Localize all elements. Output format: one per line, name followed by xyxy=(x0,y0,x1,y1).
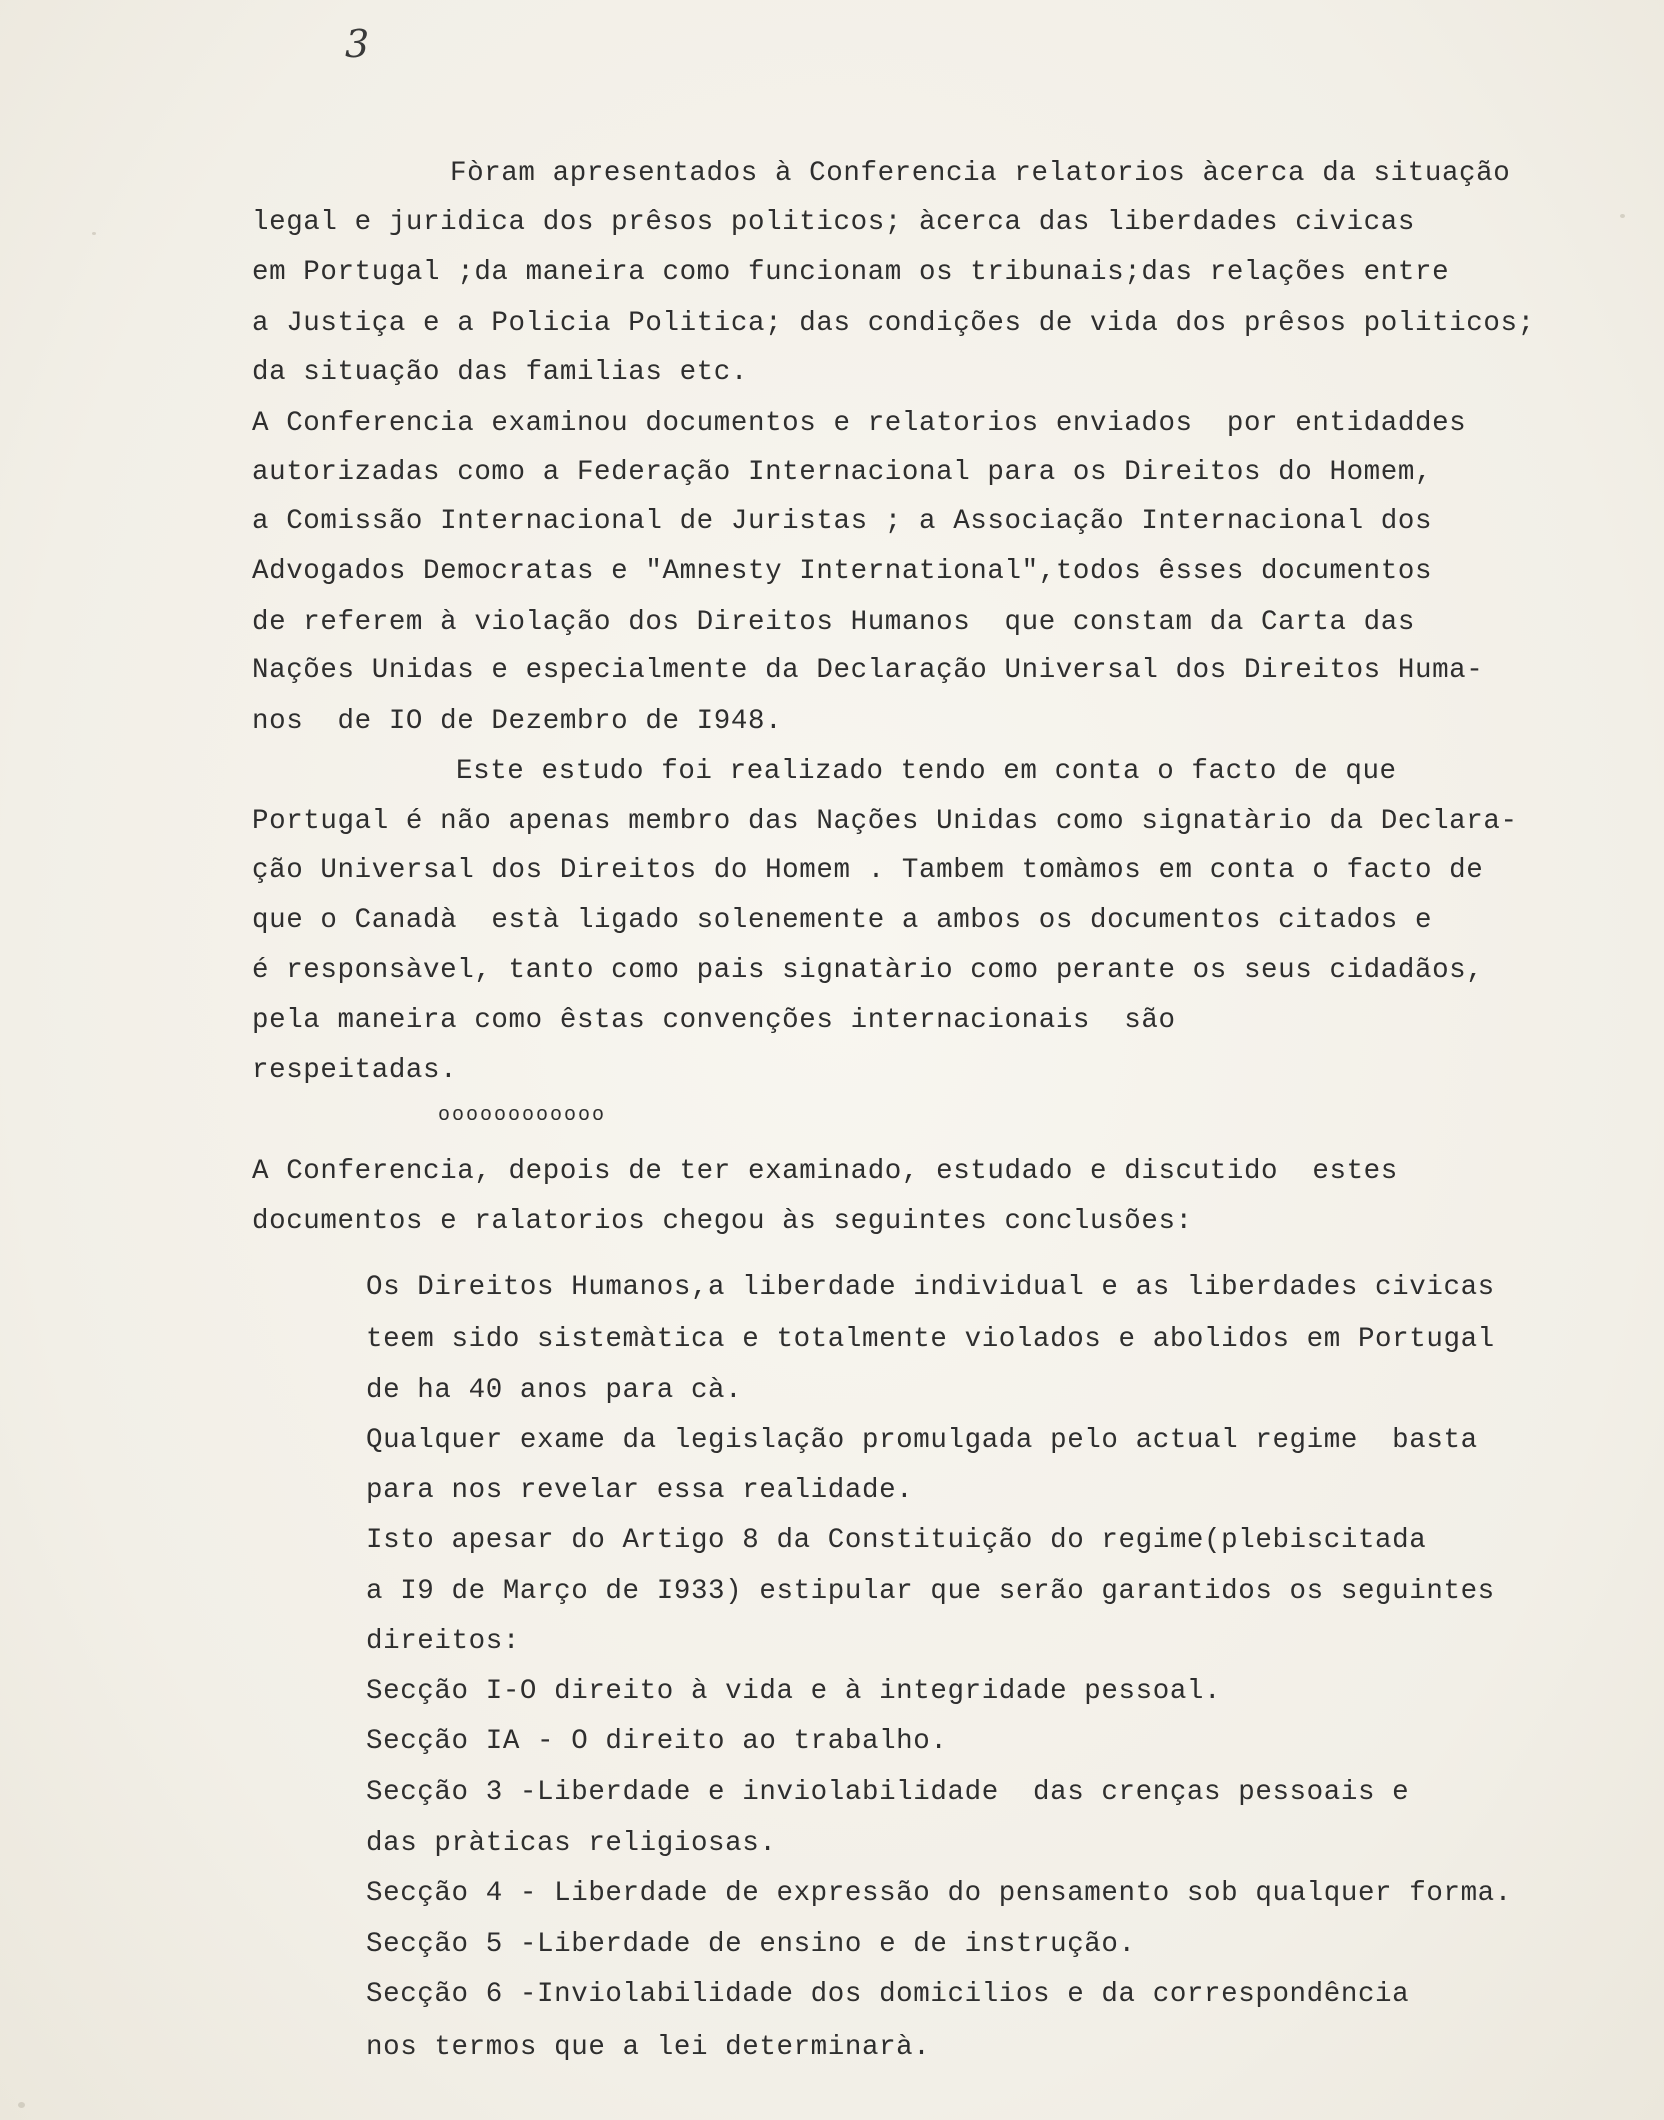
paper-speck xyxy=(18,2102,25,2108)
text-line: de ha 40 anos para cà. xyxy=(366,1375,743,1406)
text-line: de referem à violação dos Direitos Humanos que constam da Carta das xyxy=(252,607,1415,638)
paper-speck xyxy=(1620,214,1625,218)
text-line: ção Universal dos Direitos do Homem . Tambem tomàmos em conta o facto de xyxy=(252,855,1484,886)
divider: oooooooooooo xyxy=(438,1104,607,1127)
text-line: Secção IA - O direito ao trabalho. xyxy=(366,1726,948,1757)
text-line: Portugal é não apenas membro das Nações Unidas como signatàrio da Declara- xyxy=(252,806,1518,837)
text-line: Os Direitos Humanos,a liberdade individual e as liberdades civicas xyxy=(366,1272,1495,1303)
text-line: teem sido sistemàtica e totalmente violados e abolidos em Portugal xyxy=(366,1324,1495,1355)
text-line: nos de IO de Dezembro de I948. xyxy=(252,706,783,737)
text-line: a I9 de Março de I933) estipular que serão garantidos os seguintes xyxy=(366,1576,1495,1607)
text-line: em Portugal ;da maneira como funcionam os tribunais;das relações entre xyxy=(252,257,1450,288)
text-line: A Conferencia, depois de ter examinado, estudado e discutido estes xyxy=(252,1156,1398,1187)
text-line: A Conferencia examinou documentos e relatorios enviados por entidaddes xyxy=(252,408,1467,439)
text-line: autorizadas como a Federação Internacional para os Direitos do Homem, xyxy=(252,457,1433,488)
text-line: para nos revelar essa realidade. xyxy=(366,1475,914,1506)
text-line: pela maneira como êstas convenções internacionais são xyxy=(252,1005,1176,1036)
text-line: das pràticas religiosas. xyxy=(366,1828,777,1859)
text-line: Secção 4 - Liberdade de expressão do pensamento sob qualquer forma. xyxy=(366,1878,1512,1909)
text-line: Secção I-O direito à vida e à integridade pessoal. xyxy=(366,1676,1222,1707)
text-line: que o Canadà està ligado solenemente a ambos os documentos citados e xyxy=(252,905,1433,936)
text-line: documentos e ralatorios chegou às seguintes conclusões: xyxy=(252,1206,1193,1237)
text-line: Fòram apresentados à Conferencia relatorios àcerca da situação xyxy=(450,158,1511,189)
text-line: Advogados Democratas e "Amnesty International",todos êsses documentos xyxy=(252,556,1433,587)
text-line: da situação das familias etc. xyxy=(252,357,748,388)
text-line: Nações Unidas e especialmente da Declaração Universal dos Direitos Huma- xyxy=(252,655,1484,686)
text-line: respeitadas. xyxy=(252,1055,458,1086)
paper-speck xyxy=(92,232,96,235)
text-line: Secção 6 -Inviolabilidade dos domicilios e da correspondência xyxy=(366,1979,1410,2010)
text-line: legal e juridica dos prêsos politicos; àcerca das liberdades civicas xyxy=(252,207,1415,238)
text-line: Qualquer exame da legislação promulgada pelo actual regime basta xyxy=(366,1425,1478,1456)
text-line: a Comissão Internacional de Juristas ; a Associação Internacional dos xyxy=(252,506,1433,537)
text-line: nos termos que a lei determinarà. xyxy=(366,2032,931,2063)
text-line: Secção 5 -Liberdade de ensino e de instrução. xyxy=(366,1929,1136,1960)
text-line: Este estudo foi realizado tendo em conta o facto de que xyxy=(456,756,1397,787)
text-line: Isto apesar do Artigo 8 da Constituição do regime(plebiscitada xyxy=(366,1525,1427,1556)
text-line: direitos: xyxy=(366,1626,520,1657)
text-line: Secção 3 -Liberdade e inviolabilidade das crenças pessoais e xyxy=(366,1777,1410,1808)
page-number: 3 xyxy=(345,22,370,66)
text-line: é responsàvel, tanto como pais signatàrio como perante os seus cidadãos, xyxy=(252,955,1484,986)
text-line: a Justiça e a Policia Politica; das condições de vida dos prêsos politicos; xyxy=(252,308,1535,339)
